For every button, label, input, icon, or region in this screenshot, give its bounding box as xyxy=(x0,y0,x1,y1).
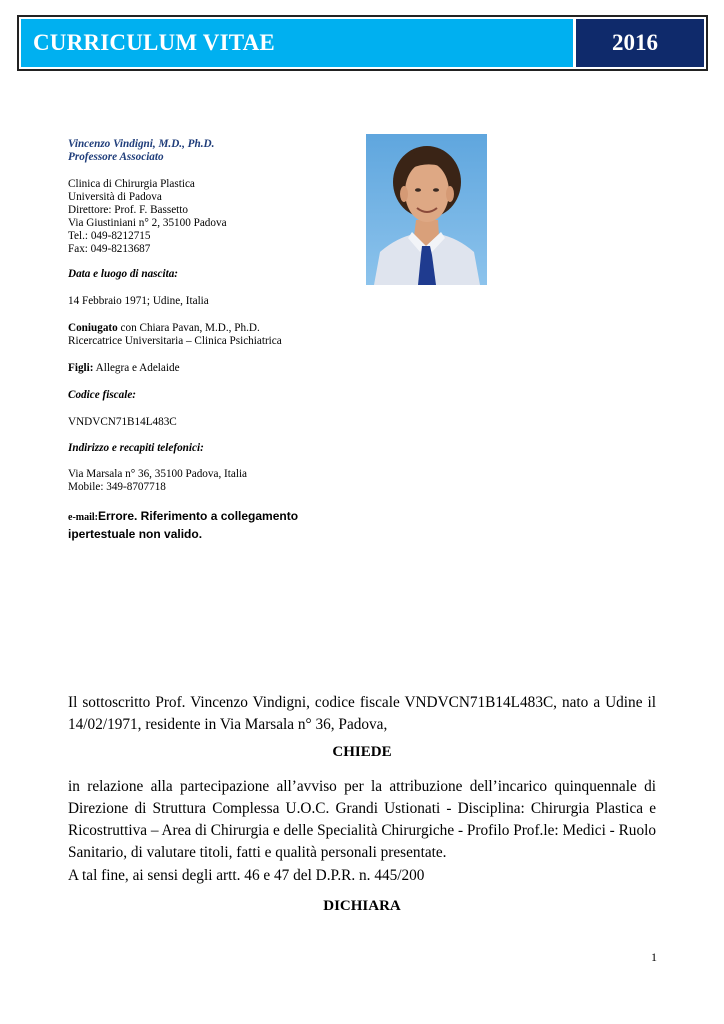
fiscal-value: VNDVCN71B14L483C xyxy=(68,416,177,428)
address-line: Direttore: Prof. F. Bassetto xyxy=(68,204,188,216)
declaration-purpose: A tal fine, ai sensi degli artt. 46 e 47 del D.P.R. n. 445/200 xyxy=(68,867,425,884)
person-block xyxy=(68,138,214,164)
contacts-line: Mobile: 349-8707718 xyxy=(68,481,166,493)
address-line: Università di Padova xyxy=(68,191,162,203)
address-line: Fax: 049-8213687 xyxy=(68,243,151,255)
children-value: Allegra e Adelaide xyxy=(93,362,180,374)
header-banner xyxy=(17,15,708,71)
children-line xyxy=(68,362,180,375)
contacts-block xyxy=(68,468,247,494)
contacts-line: Via Marsala n° 36, 35100 Padova, Italia xyxy=(68,468,248,480)
heading-chiede: CHIEDE xyxy=(332,744,392,760)
birth-value: 14 Febbraio 1971; Udine, Italia xyxy=(68,295,209,307)
person-role: Professore Associato xyxy=(68,151,164,163)
document-title: CURRICULUM VITAE xyxy=(21,19,573,67)
married-line2: Ricercatrice Universitaria – Clinica Psichiatrica xyxy=(68,335,282,347)
address-line: Tel.: 049-8212715 xyxy=(68,230,151,242)
profile-photo xyxy=(366,134,487,285)
email-block xyxy=(68,507,298,543)
married-block xyxy=(68,322,282,348)
person-name: Vincenzo Vindigni, M.D., Ph.D. xyxy=(68,138,215,150)
married-label: Coniugato xyxy=(68,322,118,334)
email-label: e-mail: xyxy=(68,512,98,523)
page-number: 1 xyxy=(651,950,657,964)
address-line: Clinica di Chirurgia Plastica xyxy=(68,178,195,190)
address-line: Via Giustiniani n° 2, 35100 Padova xyxy=(68,217,227,229)
declaration-request: in relazione alla partecipazione all’avviso per la attribuzione dell’incarico quinquennale di Direzione di Struttura Complessa U.O.C. Grandi Ustionati - Disciplina: Chirurgia Plastica e Ricostruttiva – Area di Chirurgia e delle Specialità Chirurgiche - Profilo Prof.le: Medici - Ruolo Sanitario, di valutare titoli, fatti e qualità personali presentate. xyxy=(68,778,656,861)
document-year: 2016 xyxy=(576,19,704,67)
email-link-error[interactable]: Errore. Riferimento a collegamento xyxy=(98,509,299,523)
fiscal-label: Codice fiscale: xyxy=(68,389,137,401)
birth-label: Data e luogo di nascita: xyxy=(68,268,179,280)
heading-dichiara: DICHIARA xyxy=(323,898,401,914)
children-label: Figli: xyxy=(68,362,94,374)
declaration-intro: Il sottoscritto Prof. Vincenzo Vindigni, codice fiscale VNDVCN71B14L483C, nato a Udine il 14/02/1971, residente in Via Marsala n° 36, Padova, xyxy=(68,694,656,733)
email-link-error-cont[interactable]: ipertestuale non valido. xyxy=(68,527,203,541)
married-value: con Chiara Pavan, M.D., Ph.D. xyxy=(117,322,260,334)
address-block xyxy=(68,178,227,256)
contacts-label: Indirizzo e recapiti telefonici: xyxy=(68,442,204,454)
